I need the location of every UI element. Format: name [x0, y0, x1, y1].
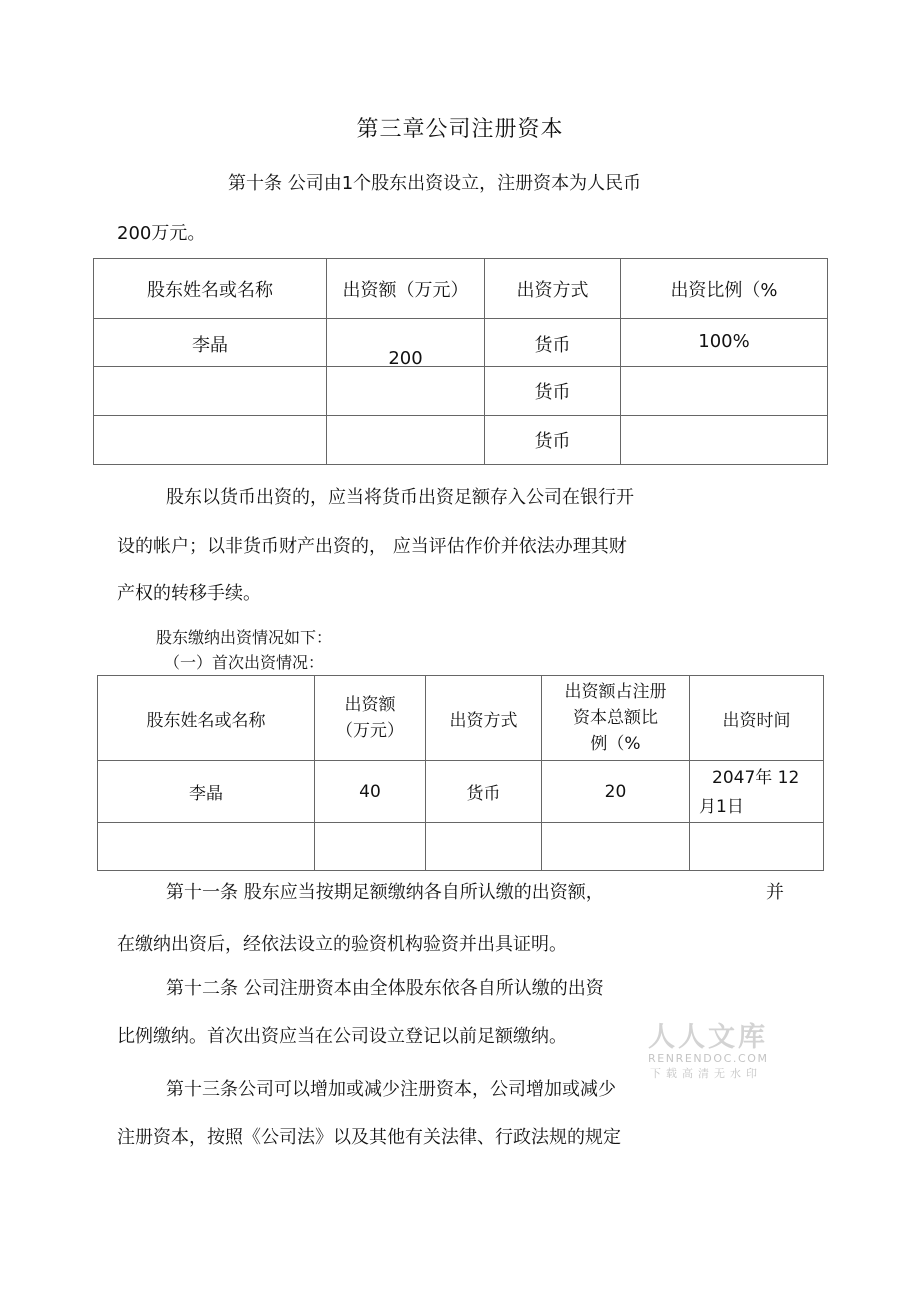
header-ratio-line: 出资额占注册 [564, 682, 667, 702]
article-10-line-1: 第十条 公司由1个股东出资设立，注册资本为人民币 [228, 173, 642, 194]
article-13-line-1: 第十三条公司可以增加或减少注册资本，公司增加或减少 [166, 1079, 616, 1100]
watermark-logo [648, 1015, 769, 1081]
money-paragraph-line-1: 股东以货币出资的，应当将货币出资足额存入公司在银行开 [166, 487, 634, 508]
capital-contribution-table [93, 258, 828, 465]
table-row [98, 823, 824, 871]
cell-method: 货币 [485, 416, 621, 465]
cell-shareholder [98, 823, 315, 871]
article-11-line-2: 在缴纳出资后，经依法设立的验资机构验资并出具证明。 [117, 934, 567, 955]
cell-amount: 200 [327, 319, 485, 367]
money-paragraph-line-2: 设的帐户；以非货币财产出资的， 应当评估作价并依法办理其财 [117, 536, 627, 557]
date-line: 月1日 [699, 797, 744, 817]
table-header-row [94, 259, 828, 319]
cell-method: 货币 [485, 367, 621, 416]
article-10-line-2: 200万元。 [117, 223, 206, 244]
watermark-url: RENRENDOC.COM [648, 1052, 769, 1065]
cell-method [426, 823, 542, 871]
header-shareholder-name: 股东姓名或名称 [94, 259, 327, 319]
cell-method: 货币 [485, 319, 621, 367]
watermark-title: 人人文库 [648, 1022, 768, 1053]
header-contribution-amount [315, 676, 426, 761]
first-payment-heading: （一）首次出资情况： [164, 653, 325, 672]
first-payment-table [97, 675, 824, 871]
table-row [94, 319, 828, 367]
table-row [94, 416, 828, 465]
cell-shareholder [94, 416, 327, 465]
header-contribution-method: 出资方式 [485, 259, 621, 319]
date-line: 2047年 12 [712, 768, 800, 788]
header-contribution-method: 出资方式 [426, 676, 542, 761]
table-header-row [98, 676, 824, 761]
article-11-line-1: 第十一条 股东应当按期足额缴纳各自所认缴的出资额， [166, 882, 604, 903]
header-ratio-line: 例（% [590, 734, 641, 754]
cell-amount: 40 [315, 761, 426, 823]
cell-shareholder [94, 367, 327, 416]
header-contribution-date: 出资时间 [690, 676, 824, 761]
article-12-line-1: 第十二条 公司注册资本由全体股东依各自所认缴的出资 [166, 978, 604, 999]
table-row [94, 367, 828, 416]
cell-shareholder: 李晶 [98, 761, 315, 823]
cell-ratio [621, 416, 828, 465]
cell-ratio [542, 823, 690, 871]
cell-shareholder: 李晶 [94, 319, 327, 367]
header-amount-line: （万元） [336, 721, 404, 741]
header-contribution-ratio [542, 676, 690, 761]
table-row [98, 761, 824, 823]
cell-ratio: 20 [542, 761, 690, 823]
article-13-line-2: 注册资本，按照《公司法》以及其他有关法律、行政法规的规定 [117, 1127, 621, 1148]
cell-ratio [621, 367, 828, 416]
article-11-line-1-tail: 并 [766, 882, 784, 903]
article-12-line-2: 比例缴纳。首次出资应当在公司设立登记以前足额缴纳。 [117, 1026, 567, 1047]
header-contribution-amount: 出资额（万元） [327, 259, 485, 319]
header-amount-line: 出资额 [344, 695, 396, 715]
cell-amount [327, 416, 485, 465]
header-ratio-line: 资本总额比 [573, 708, 658, 728]
money-paragraph-line-3: 产权的转移手续。 [117, 583, 261, 604]
watermark-subtitle: 下载高清无水印 [650, 1067, 762, 1080]
cell-method: 货币 [426, 761, 542, 823]
cell-date [690, 761, 824, 823]
cell-ratio: 100% [621, 319, 828, 367]
cell-amount [327, 367, 485, 416]
header-shareholder-name: 股东姓名或名称 [98, 676, 315, 761]
cell-date [690, 823, 824, 871]
header-contribution-ratio: 出资比例（% [621, 259, 828, 319]
cell-amount [315, 823, 426, 871]
payment-intro: 股东缴纳出资情况如下： [156, 628, 333, 647]
chapter-title: 第三章公司注册资本 [356, 117, 564, 142]
